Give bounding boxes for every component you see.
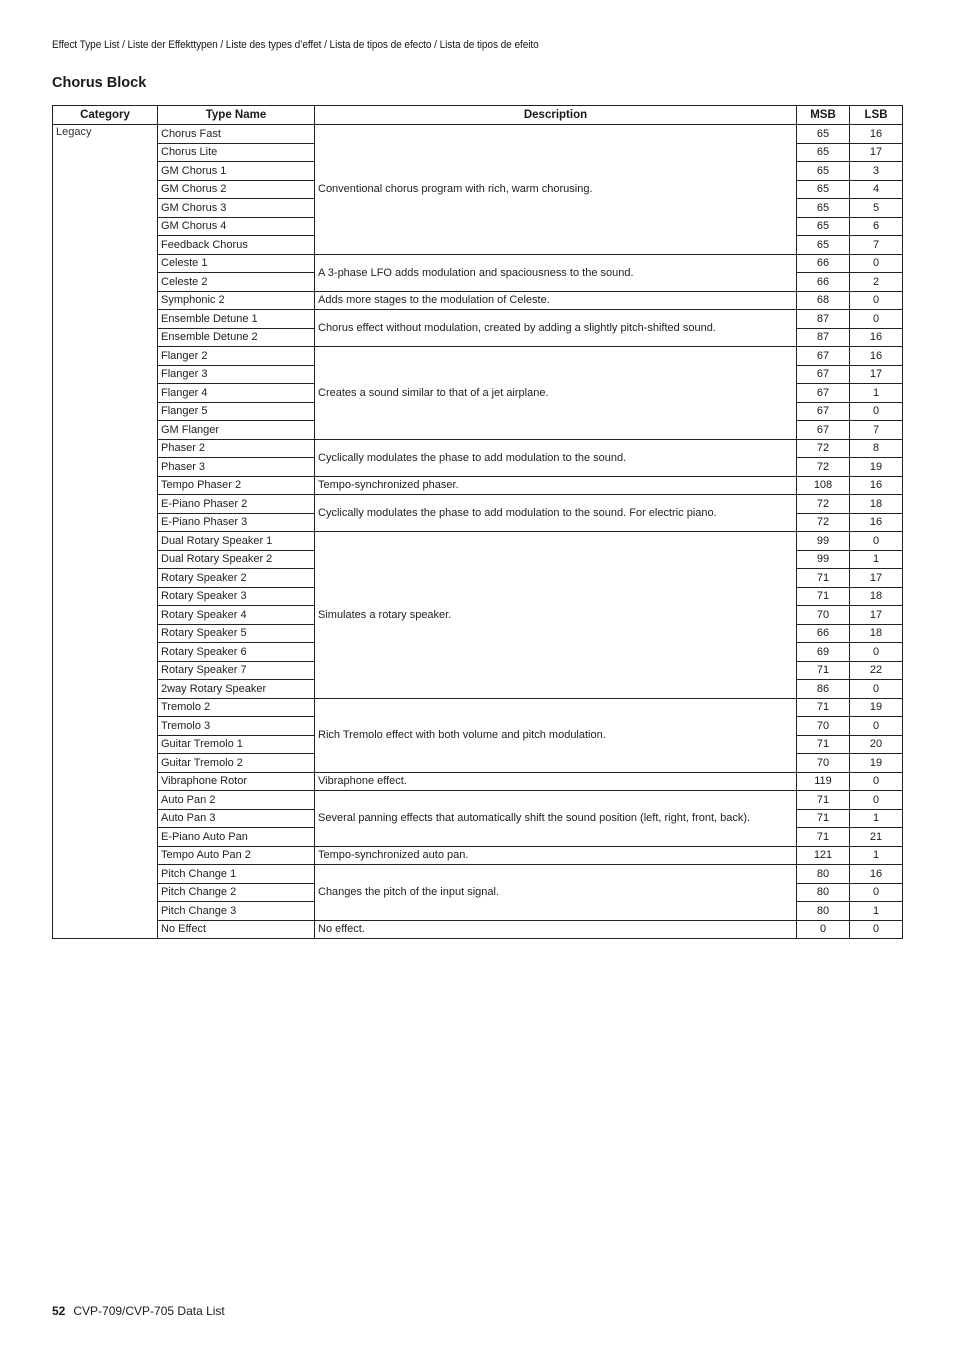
table-row (53, 439, 903, 458)
msb-cell: 72 (797, 439, 850, 458)
type-name-cell: Pitch Change 1 (158, 865, 315, 884)
column-header-category: Category (53, 106, 158, 125)
column-header-msb: MSB (797, 106, 850, 125)
msb-cell: 70 (797, 754, 850, 773)
msb-cell: 71 (797, 661, 850, 680)
description-cell: Adds more stages to the modulation of Celeste. (315, 291, 797, 310)
type-name-cell: Rotary Speaker 4 (158, 606, 315, 625)
msb-cell: 71 (797, 735, 850, 754)
lsb-cell: 16 (850, 476, 903, 495)
type-name-cell: Rotary Speaker 2 (158, 569, 315, 588)
lsb-cell: 0 (850, 772, 903, 791)
type-name-cell: Flanger 4 (158, 384, 315, 403)
msb-cell: 67 (797, 365, 850, 384)
lsb-cell: 1 (850, 550, 903, 569)
type-name-cell: Tempo Auto Pan 2 (158, 846, 315, 865)
lsb-cell: 17 (850, 606, 903, 625)
type-name-cell: GM Chorus 2 (158, 180, 315, 199)
lsb-cell: 20 (850, 735, 903, 754)
description-cell: No effect. (315, 920, 797, 939)
type-name-cell: GM Chorus 1 (158, 162, 315, 181)
msb-cell: 65 (797, 125, 850, 144)
type-name-cell: Tempo Phaser 2 (158, 476, 315, 495)
type-name-cell: E-Piano Auto Pan (158, 828, 315, 847)
section-title: Chorus Block (52, 75, 147, 91)
type-name-cell: Celeste 2 (158, 273, 315, 292)
lsb-cell: 0 (850, 643, 903, 662)
description-cell: Chorus effect without modulation, created by adding a slightly pitch-shifted sound. (315, 310, 797, 347)
lsb-cell: 18 (850, 495, 903, 514)
lsb-cell: 7 (850, 236, 903, 255)
page-header: Effect Type List / Liste der Effekttypen / Liste des types d’effet / Lista de tipos de efecto / Lista de tipos de efeito (52, 39, 539, 51)
effect-type-table (52, 105, 903, 939)
lsb-cell: 0 (850, 717, 903, 736)
msb-cell: 72 (797, 458, 850, 477)
lsb-cell: 21 (850, 828, 903, 847)
lsb-cell: 0 (850, 791, 903, 810)
msb-cell: 71 (797, 587, 850, 606)
type-name-cell: Tremolo 3 (158, 717, 315, 736)
msb-cell: 65 (797, 236, 850, 255)
lsb-cell: 0 (850, 920, 903, 939)
table-row (53, 291, 903, 310)
lsb-cell: 0 (850, 680, 903, 699)
document-title: CVP-709/CVP-705 Data List (73, 1304, 225, 1318)
msb-cell: 65 (797, 180, 850, 199)
msb-cell: 108 (797, 476, 850, 495)
msb-cell: 71 (797, 828, 850, 847)
lsb-cell: 17 (850, 569, 903, 588)
type-name-cell: GM Flanger (158, 421, 315, 440)
type-name-cell: Guitar Tremolo 1 (158, 735, 315, 754)
lsb-cell: 6 (850, 217, 903, 236)
description-cell: A 3-phase LFO adds modulation and spaciousness to the sound. (315, 254, 797, 291)
lsb-cell: 16 (850, 328, 903, 347)
description-cell: Creates a sound similar to that of a jet airplane. (315, 347, 797, 440)
type-name-cell: Rotary Speaker 3 (158, 587, 315, 606)
msb-cell: 69 (797, 643, 850, 662)
type-name-cell: Vibraphone Rotor (158, 772, 315, 791)
description-cell: Simulates a rotary speaker. (315, 532, 797, 699)
msb-cell: 65 (797, 217, 850, 236)
table-row (53, 846, 903, 865)
description-cell: Several panning effects that automatically shift the sound position (left, right, front, back). (315, 791, 797, 847)
type-name-cell: Phaser 3 (158, 458, 315, 477)
type-name-cell: Rotary Speaker 6 (158, 643, 315, 662)
msb-cell: 71 (797, 809, 850, 828)
msb-cell: 0 (797, 920, 850, 939)
description-cell: Vibraphone effect. (315, 772, 797, 791)
type-name-cell: Chorus Lite (158, 143, 315, 162)
category-cell: Legacy (53, 125, 158, 939)
lsb-cell: 19 (850, 458, 903, 477)
type-name-cell: Ensemble Detune 2 (158, 328, 315, 347)
description-cell: Cyclically modulates the phase to add modulation to the sound. (315, 439, 797, 476)
msb-cell: 71 (797, 698, 850, 717)
lsb-cell: 5 (850, 199, 903, 218)
msb-cell: 70 (797, 717, 850, 736)
type-name-cell: No Effect (158, 920, 315, 939)
description-cell: Tempo-synchronized auto pan. (315, 846, 797, 865)
msb-cell: 71 (797, 569, 850, 588)
msb-cell: 65 (797, 143, 850, 162)
msb-cell: 65 (797, 199, 850, 218)
table-body (53, 125, 903, 939)
lsb-cell: 17 (850, 365, 903, 384)
type-name-cell: Flanger 2 (158, 347, 315, 366)
type-name-cell: Chorus Fast (158, 125, 315, 144)
table-row (53, 920, 903, 939)
table-row (53, 347, 903, 366)
msb-cell: 66 (797, 273, 850, 292)
lsb-cell: 3 (850, 162, 903, 181)
table-row (53, 865, 903, 884)
lsb-cell: 16 (850, 347, 903, 366)
type-name-cell: Celeste 1 (158, 254, 315, 273)
lsb-cell: 4 (850, 180, 903, 199)
type-name-cell: Phaser 2 (158, 439, 315, 458)
lsb-cell: 0 (850, 310, 903, 329)
msb-cell: 66 (797, 254, 850, 273)
msb-cell: 72 (797, 513, 850, 532)
type-name-cell: Auto Pan 2 (158, 791, 315, 810)
type-name-cell: Pitch Change 3 (158, 902, 315, 921)
type-name-cell: Symphonic 2 (158, 291, 315, 310)
lsb-cell: 1 (850, 846, 903, 865)
msb-cell: 72 (797, 495, 850, 514)
lsb-cell: 7 (850, 421, 903, 440)
type-name-cell: Flanger 5 (158, 402, 315, 421)
msb-cell: 71 (797, 791, 850, 810)
lsb-cell: 2 (850, 273, 903, 292)
lsb-cell: 1 (850, 384, 903, 403)
table-row (53, 772, 903, 791)
description-cell: Cyclically modulates the phase to add modulation to the sound. For electric piano. (315, 495, 797, 532)
type-name-cell: Guitar Tremolo 2 (158, 754, 315, 773)
lsb-cell: 0 (850, 402, 903, 421)
type-name-cell: Rotary Speaker 7 (158, 661, 315, 680)
msb-cell: 80 (797, 865, 850, 884)
lsb-cell: 19 (850, 698, 903, 717)
type-name-cell: Flanger 3 (158, 365, 315, 384)
lsb-cell: 0 (850, 532, 903, 551)
column-header-lsb: LSB (850, 106, 903, 125)
lsb-cell: 0 (850, 291, 903, 310)
type-name-cell: 2way Rotary Speaker (158, 680, 315, 699)
type-name-cell: Dual Rotary Speaker 2 (158, 550, 315, 569)
table-row (53, 791, 903, 810)
type-name-cell: Rotary Speaker 5 (158, 624, 315, 643)
type-name-cell: Auto Pan 3 (158, 809, 315, 828)
lsb-cell: 16 (850, 865, 903, 884)
description-cell: Changes the pitch of the input signal. (315, 865, 797, 921)
table-row (53, 254, 903, 273)
type-name-cell: GM Chorus 3 (158, 199, 315, 218)
msb-cell: 87 (797, 310, 850, 329)
page-footer (52, 1304, 225, 1318)
lsb-cell: 16 (850, 513, 903, 532)
msb-cell: 80 (797, 883, 850, 902)
msb-cell: 86 (797, 680, 850, 699)
lsb-cell: 0 (850, 254, 903, 273)
msb-cell: 66 (797, 624, 850, 643)
type-name-cell: Ensemble Detune 1 (158, 310, 315, 329)
msb-cell: 68 (797, 291, 850, 310)
msb-cell: 70 (797, 606, 850, 625)
type-name-cell: Dual Rotary Speaker 1 (158, 532, 315, 551)
type-name-cell: GM Chorus 4 (158, 217, 315, 236)
description-cell: Rich Tremolo effect with both volume and pitch modulation. (315, 698, 797, 772)
msb-cell: 87 (797, 328, 850, 347)
msb-cell: 121 (797, 846, 850, 865)
msb-cell: 119 (797, 772, 850, 791)
type-name-cell: Feedback Chorus (158, 236, 315, 255)
page-number: 52 (52, 1304, 66, 1318)
table-row (53, 476, 903, 495)
lsb-cell: 22 (850, 661, 903, 680)
type-name-cell: E-Piano Phaser 2 (158, 495, 315, 514)
lsb-cell: 8 (850, 439, 903, 458)
table-header-row (53, 106, 903, 125)
msb-cell: 67 (797, 402, 850, 421)
table-row (53, 310, 903, 329)
column-header-description: Description (315, 106, 797, 125)
column-header-type-name: Type Name (158, 106, 315, 125)
table-row (53, 532, 903, 551)
description-cell: Tempo-synchronized phaser. (315, 476, 797, 495)
type-name-cell: Tremolo 2 (158, 698, 315, 717)
lsb-cell: 1 (850, 902, 903, 921)
table-row (53, 125, 903, 144)
msb-cell: 65 (797, 162, 850, 181)
msb-cell: 67 (797, 421, 850, 440)
msb-cell: 99 (797, 550, 850, 569)
lsb-cell: 18 (850, 624, 903, 643)
lsb-cell: 0 (850, 883, 903, 902)
lsb-cell: 16 (850, 125, 903, 144)
description-cell: Conventional chorus program with rich, warm chorusing. (315, 125, 797, 255)
table-row (53, 495, 903, 514)
msb-cell: 99 (797, 532, 850, 551)
lsb-cell: 1 (850, 809, 903, 828)
msb-cell: 67 (797, 384, 850, 403)
lsb-cell: 19 (850, 754, 903, 773)
lsb-cell: 18 (850, 587, 903, 606)
lsb-cell: 17 (850, 143, 903, 162)
msb-cell: 80 (797, 902, 850, 921)
table-row (53, 698, 903, 717)
msb-cell: 67 (797, 347, 850, 366)
type-name-cell: Pitch Change 2 (158, 883, 315, 902)
type-name-cell: E-Piano Phaser 3 (158, 513, 315, 532)
